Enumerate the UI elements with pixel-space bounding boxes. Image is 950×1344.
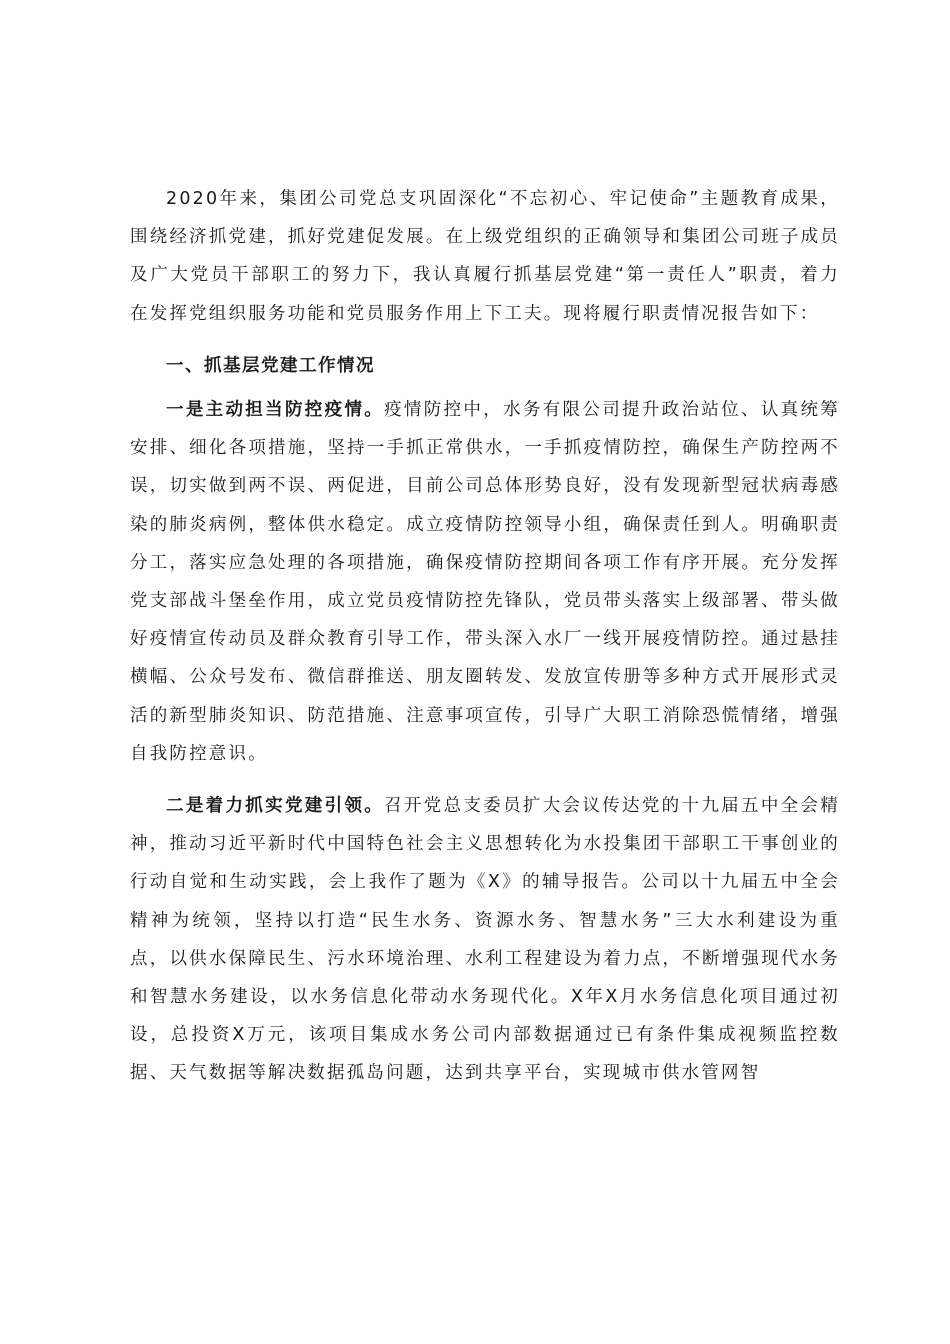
item1-body: 疫情防控中，水务有限公司提升政治站位、认真统筹安排、细化各项措施，坚持一手抓正常供水，一手抓疫情防控，确保生产防控两不误，切实做到两不误、两促进，目前公司总体形势良好，没有发现新型冠状病毒感染的肺炎病例，整体供水稳定。成立疫情防控领导小组，确保责任到人。明确职责分工，落实应急处理的各项措施，确保疫情防控期间各项工作有序开展。充分发挥党支部战斗堡垒作用，成立党员疫情防控先锋队，党员带头落实上级部署、带头做好疫情宣传动员及群众教育引导工作，带头深入水厂一线开展疫情防控。通过悬挂横幅、公众号发布、微信群推送、朋友圈转发、发放宣传册等多种方式开展形式灵活的新型肺炎知识、防范措施、注意事项宣传，引导广大职工消除恐慌情绪，增强自我防控意识。 xyxy=(130,400,840,764)
item1-lead: 一是主动担当防控疫情。 xyxy=(166,400,385,421)
item1-paragraph xyxy=(130,391,840,773)
item2-paragraph xyxy=(130,787,840,1093)
section-heading: 一、抓基层党建工作情况 xyxy=(166,355,375,376)
document-page xyxy=(130,180,840,1093)
item2-body: 召开党总支委员扩大会议传达党的十九届五中全会精神，推动习近平新时代中国特色社会主义思想转化为水投集团干部职工干事创业的行动自觉和生动实践，会上我作了题为《X》的辅导报告。公司以十九届五中全会精神为统领，坚持以打造“民生水务、资源水务、智慧水务”三大水利建设为重点，以供水保障民生、污水环境治理、水利工程建设为着力点，不断增强现代水务和智慧水务建设，以水务信息化带动水务现代化。X年X月水务信息化项目通过初设，总投资X万元，该项目集成水务公司内部数据通过已有条件集成视频监控数据、天气数据等解决数据孤岛问题，达到共享平台，实现城市供水管网智 xyxy=(130,796,840,1084)
intro-paragraph: 2020年来，集团公司党总支巩固深化“不忘初心、牢记使命”主题教育成果，围绕经济抓党建，抓好党建促发展。在上级党组织的正确领导和集团公司班子成员及广大党员干部职工的努力下，我认真履行抓基层党建“第一责任人”职责，着力在发挥党组织服务功能和党员服务作用上下工夫。现将履行职责情况报告如下： xyxy=(130,189,840,324)
item2-lead: 二是着力抓实党建引领。 xyxy=(166,796,385,817)
